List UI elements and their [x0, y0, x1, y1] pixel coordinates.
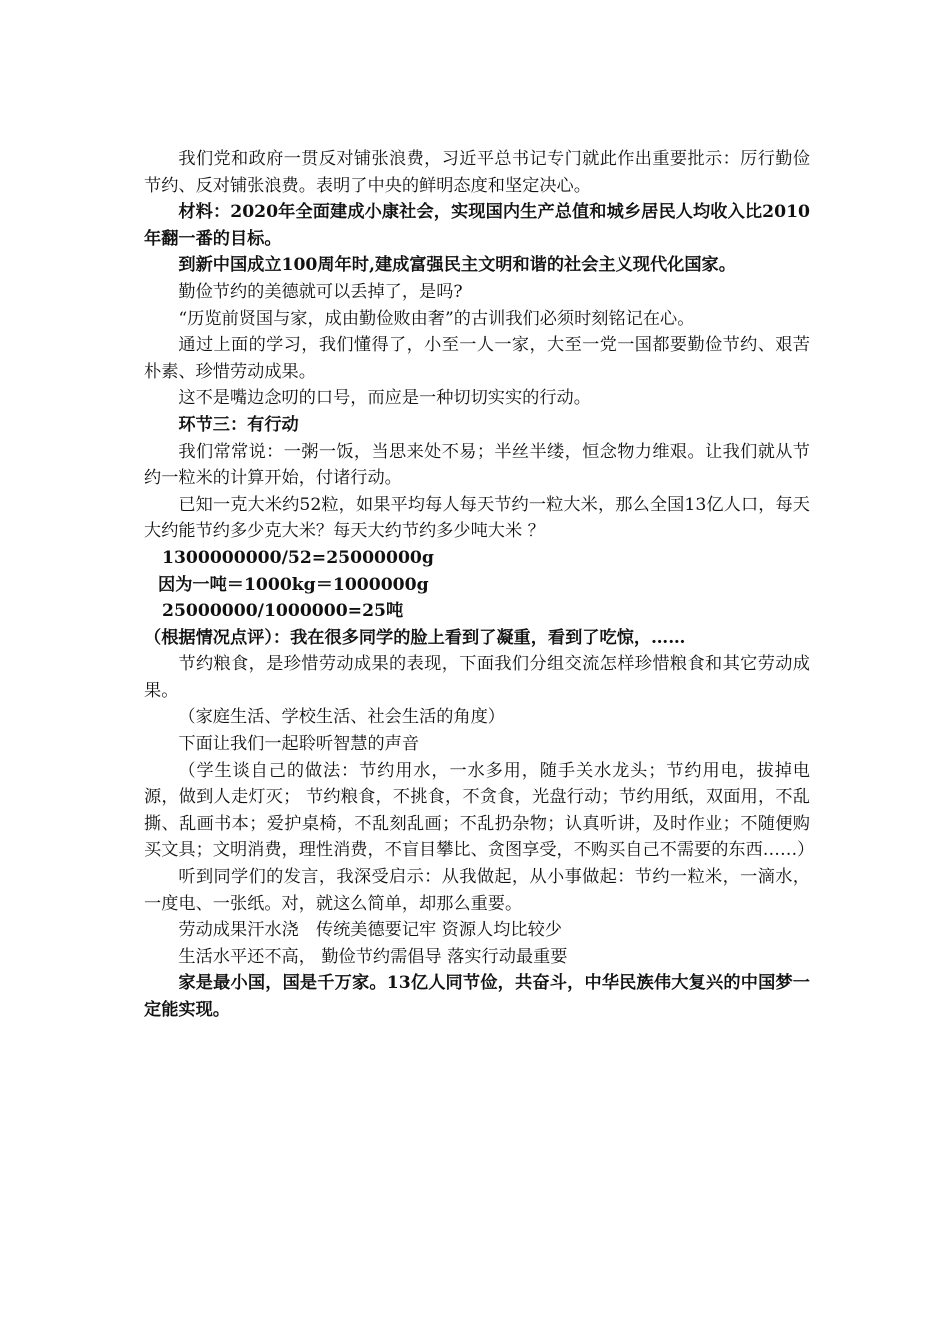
paragraph-16: （家庭生活、学校生活、社会生活的角度）: [178, 707, 505, 728]
paragraph-6: 通过上面的学习，我们懂得了，小至一人一家，大至一党一国都要勤俭节约、艰苦朴素、珍惜劳动成果。: [144, 335, 810, 382]
paragraph-2: 材料：2020年全面建成小康社会，实现国内生产总值和城乡居民人均收入比2010年翻一番的目标。: [144, 202, 810, 249]
paragraph-3: 到新中国成立100周年时,建成富强民主文明和谐的社会主义现代化国家。: [178, 255, 736, 276]
paragraph-14: （根据情况点评）：我在很多同学的脸上看到了凝重，看到了吃惊，……: [144, 627, 686, 648]
paragraph-7: 这不是嘴边念叨的口号，而应是一种切切实实的行动。: [178, 388, 591, 409]
paragraph-1: 我们党和政府一贯反对铺张浪费，习近平总书记专门就此作出重要批示：厉行勤俭节约、反对铺张浪费。表明了中央的鲜明态度和坚定决心。: [144, 149, 810, 196]
paragraph-5: “历览前贤国与家，成由勤俭败由奢”的古训我们必须时刻铭记在心。: [178, 308, 695, 329]
paragraph-12: 因为一吨＝1000kg＝1000000g: [158, 574, 429, 595]
paragraph-15: 节约粮食，是珍惜劳动成果的表现，下面我们分组交流怎样珍惜粮食和其它劳动成果。: [144, 654, 810, 701]
paragraph-19: 听到同学们的发言，我深受启示：从我做起，从小事做起：节约一粒米，一滴水，一度电、一张纸。对，就这么简单，却那么重要。: [144, 867, 810, 914]
paragraph-18: （学生谈自己的做法：节约用水，一水多用，随手关水龙头；节约用电，拔掉电源，做到人走灯灭； 节约粮食，不挑食，不贪食，光盘行动；节约用纸，双面用，不乱撕、乱画书本；爱护桌椅，不乱刻乱画；不乱扔杂物；认真听讲，及时作业；不随便购买文具；文明消费，理性消费，不盲目攀比、贪图享受，不购买自己不需要的东西……）: [144, 760, 815, 861]
paragraph-11: 1300000000/52=25000000g: [162, 547, 434, 568]
paragraph-21: 生活水平还不高， 勤俭节约需倡导 落实行动最重要: [178, 946, 568, 967]
paragraph-17: 下面让我们一起聆听智慧的声音: [178, 734, 420, 755]
paragraph-13: 25000000/1000000=25吨: [162, 601, 404, 622]
paragraph-10: 已知一克大米约52粒，如果平均每人每天节约一粒大米，那么全国13亿人口，每天大约能节约多少克大米？每天大约节约多少吨大米 ？: [144, 494, 810, 542]
paragraph-20: 劳动成果汗水浇 传统美德要记牢 资源人均比较少: [178, 920, 562, 941]
document-page: [144, 146, 815, 1024]
paragraph-8: 环节三：有行动: [178, 414, 299, 435]
paragraph-4: 勤俭节约的美德就可以丢掉了，是吗?: [178, 281, 463, 302]
paragraph-22: 家是最小国，国是千万家。13亿人同节俭，共奋斗，中华民族伟大复兴的中国梦一定能实现。: [144, 973, 810, 1020]
paragraph-9: 我们常常说：一粥一饭，当思来处不易；半丝半缕，恒念物力维艰。让我们就从节约一粒米的计算开始，付诸行动。: [144, 441, 810, 489]
